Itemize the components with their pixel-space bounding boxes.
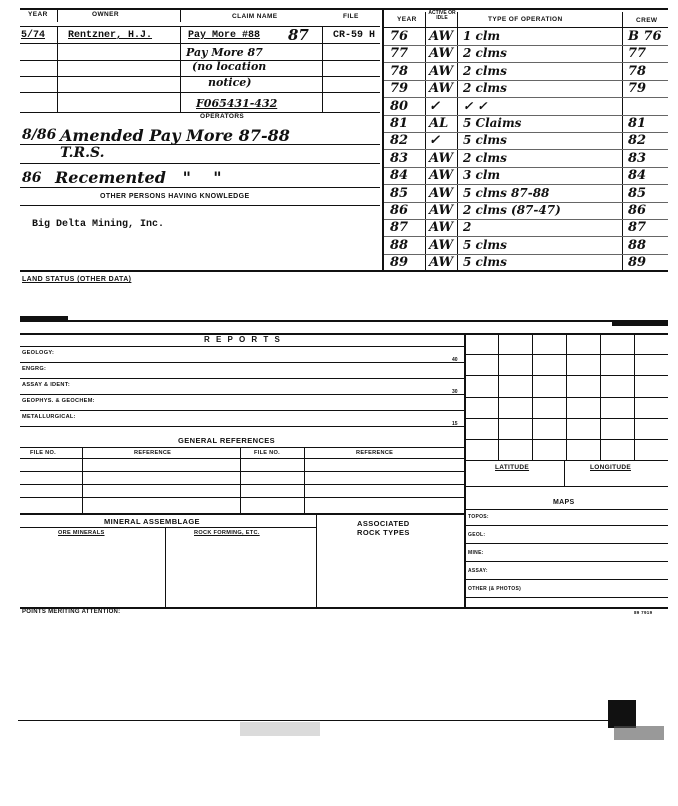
op-status: AW xyxy=(429,168,454,184)
op-year: 79 xyxy=(390,81,409,97)
maps-row-label: ASSAY: xyxy=(468,568,488,574)
op-row-line xyxy=(384,80,668,81)
report-row-line xyxy=(20,378,464,379)
op-type: 5 clms xyxy=(463,133,507,148)
points-label: POINTS MERITING ATTENTION: xyxy=(22,609,121,615)
scan-mark-block xyxy=(608,700,636,728)
gr-col-file-no-1: FILE NO. xyxy=(30,450,57,456)
op-row-line xyxy=(384,132,668,133)
op-crew: 86 xyxy=(628,203,647,218)
claim-file: CR-59 H xyxy=(333,30,376,41)
other-persons-entry: Big Delta Mining, Inc. xyxy=(32,219,165,230)
scan-noise-2 xyxy=(240,722,320,736)
latitude-label: LATITUDE xyxy=(495,464,530,471)
op-type: 2 clms xyxy=(463,63,507,78)
op-year: 86 xyxy=(390,203,409,218)
general-references-title: GENERAL REFERENCES xyxy=(178,436,276,445)
op-status: AW xyxy=(429,203,454,218)
op-status: AW xyxy=(429,81,454,97)
op-status: AW xyxy=(429,150,454,166)
land-status-label: LAND STATUS (OTHER DATA) xyxy=(22,276,132,283)
claim-name-typed: Pay More #88 xyxy=(188,30,261,41)
op-type: 3 clm xyxy=(463,168,501,183)
report-number: 30 xyxy=(452,389,458,395)
operator-entry-3: Recemented " " xyxy=(55,168,222,187)
op-type: 2 clms xyxy=(463,150,507,165)
operators-label: OPERATORS xyxy=(200,113,245,120)
op-year: 80 xyxy=(390,98,409,114)
op-crew: 89 xyxy=(628,255,647,271)
report-label: ASSAY & IDENT: xyxy=(22,382,71,388)
op-crew: 79 xyxy=(628,81,647,97)
mineral-assemblage-title: MINERAL ASSEMBLAGE xyxy=(104,517,200,526)
op-crew: 87 xyxy=(628,220,647,236)
op-crew: 85 xyxy=(628,185,647,201)
op-year: 89 xyxy=(390,255,409,271)
rock-types-label: ROCK TYPES xyxy=(357,528,410,537)
report-label: METALLURGICAL: xyxy=(22,414,76,420)
op-status: AW xyxy=(429,29,454,44)
op-crew: 84 xyxy=(628,168,647,184)
op-year: 87 xyxy=(390,220,409,236)
op-type: ✓ ✓ xyxy=(463,98,488,113)
op-year: 76 xyxy=(390,29,409,44)
maps-row-line xyxy=(464,525,668,526)
report-row-line xyxy=(20,362,464,363)
op-type: 2 clms xyxy=(463,46,507,61)
op-row-line xyxy=(384,219,668,220)
operator-entry-1: Amended Pay More 87-88 xyxy=(60,126,290,145)
operator-entry-2: T.R.S. xyxy=(60,145,105,161)
op-row-line xyxy=(384,167,668,168)
op-year: 84 xyxy=(390,168,409,184)
maps-title: MAPS xyxy=(553,499,575,506)
op-row-line xyxy=(384,97,668,98)
gr-col-reference-2: REFERENCE xyxy=(356,450,394,456)
maps-row-label: OTHER (& PHOTOS) xyxy=(468,586,522,592)
scan-mark-right xyxy=(612,321,668,326)
report-label: GEOLOGY: xyxy=(22,350,55,356)
op-crew: 78 xyxy=(628,63,647,79)
op-year: 77 xyxy=(390,46,409,62)
op-row-line xyxy=(384,254,668,255)
grid-line xyxy=(464,375,668,376)
header-owner: OWNER xyxy=(92,11,119,18)
op-type: 2 xyxy=(463,220,472,235)
op-type: 5 clms 87-88 xyxy=(463,185,550,200)
op-type: 1 clm xyxy=(463,29,501,43)
op-status: AW xyxy=(429,237,454,253)
op-crew: 77 xyxy=(628,46,647,62)
op-year: 83 xyxy=(390,150,409,166)
maps-row-line xyxy=(464,543,668,544)
maps-row-label: MINE: xyxy=(468,550,484,556)
claim-owner: Rentzner, H.J. xyxy=(68,30,153,41)
scan-line xyxy=(18,720,616,721)
op-crew: 83 xyxy=(628,150,647,166)
report-label: ENGRG: xyxy=(22,366,47,372)
op-type: 2 clms xyxy=(463,81,507,96)
rock-forming-label: ROCK FORMING, ETC. xyxy=(194,530,260,536)
header-file: FILE xyxy=(343,13,359,20)
op-crew: B 76 xyxy=(628,29,662,44)
grid-line xyxy=(464,418,668,419)
op-year: 88 xyxy=(390,237,409,253)
op-type: 5 clms xyxy=(463,237,507,252)
op-status: AL xyxy=(429,116,449,131)
grid-line xyxy=(464,354,668,355)
op-row-line xyxy=(384,45,668,46)
gr-col-file-no-2: FILE NO. xyxy=(254,450,281,456)
maps-row-line xyxy=(464,561,668,562)
op-type: 2 clms (87-47) xyxy=(463,203,561,217)
reports-title: R E P O R T S xyxy=(204,335,282,344)
op-year: 81 xyxy=(390,116,409,131)
report-number: 40 xyxy=(452,357,458,363)
op-year: 78 xyxy=(390,63,409,79)
op-status: ✓ xyxy=(429,133,440,149)
op-status: AW xyxy=(429,220,454,236)
claim-hand-line-2: (no location xyxy=(192,60,267,73)
operator-date-3: 86 xyxy=(22,170,42,186)
op-type: 5 clms xyxy=(463,255,507,270)
op-type: 5 Claims xyxy=(463,116,522,130)
maps-row-label: TOPOS: xyxy=(468,514,489,520)
report-label: GEOPHYS. & GEOCHEM: xyxy=(22,398,95,404)
header-claim-name: CLAIM NAME xyxy=(232,13,278,20)
claim-hand-line-3: notice) xyxy=(208,76,252,89)
maps-row-line xyxy=(464,597,668,598)
grid-line xyxy=(464,439,668,440)
report-number: 15 xyxy=(452,421,458,427)
claim-name-hand: 87 xyxy=(288,26,309,44)
op-crew: 82 xyxy=(628,133,647,149)
op-status: AW xyxy=(429,46,454,62)
header-type-of-operation: TYPE OF OPERATION xyxy=(488,16,563,23)
other-persons-label: OTHER PERSONS HAVING KNOWLEDGE xyxy=(100,193,250,200)
op-year: 85 xyxy=(390,185,409,201)
associated-label: ASSOCIATED xyxy=(357,519,410,528)
op-status: AW xyxy=(429,255,454,271)
maps-row-line xyxy=(464,579,668,580)
op-status: AW xyxy=(429,185,454,201)
header-year2: YEAR xyxy=(397,16,417,23)
header-year: YEAR xyxy=(28,11,48,18)
form-code: 89 7919 xyxy=(634,610,653,615)
longitude-label: LONGITUDE xyxy=(590,464,631,471)
op-crew: 88 xyxy=(628,237,647,253)
op-status: ✓ xyxy=(429,98,440,114)
header-crew: CREW xyxy=(636,17,658,24)
claim-hand-line-1: Pay More 87 xyxy=(186,46,263,59)
grid-line xyxy=(464,397,668,398)
maps-row-label: GEOL: xyxy=(468,532,486,538)
operator-date-1: 8/86 xyxy=(22,127,57,143)
scan-noise xyxy=(614,726,664,740)
op-crew: 81 xyxy=(628,116,647,131)
report-row-line xyxy=(20,426,464,427)
op-row-line xyxy=(384,115,668,116)
op-row-line xyxy=(384,236,668,237)
op-row-line xyxy=(384,149,668,150)
grid-line xyxy=(464,460,668,461)
claim-hand-line-4: F065431-432 xyxy=(196,97,278,110)
ore-minerals-label: ORE MINERALS xyxy=(58,530,105,536)
op-row-line xyxy=(384,62,668,63)
gr-col-reference-1: REFERENCE xyxy=(134,450,172,456)
report-row-line xyxy=(20,410,464,411)
op-year: 82 xyxy=(390,133,409,149)
claim-date: 5/74 xyxy=(21,30,46,41)
op-status: AW xyxy=(429,63,454,79)
report-row-line xyxy=(20,394,464,395)
header-active: ACTIVE OR IDLE xyxy=(428,10,456,21)
